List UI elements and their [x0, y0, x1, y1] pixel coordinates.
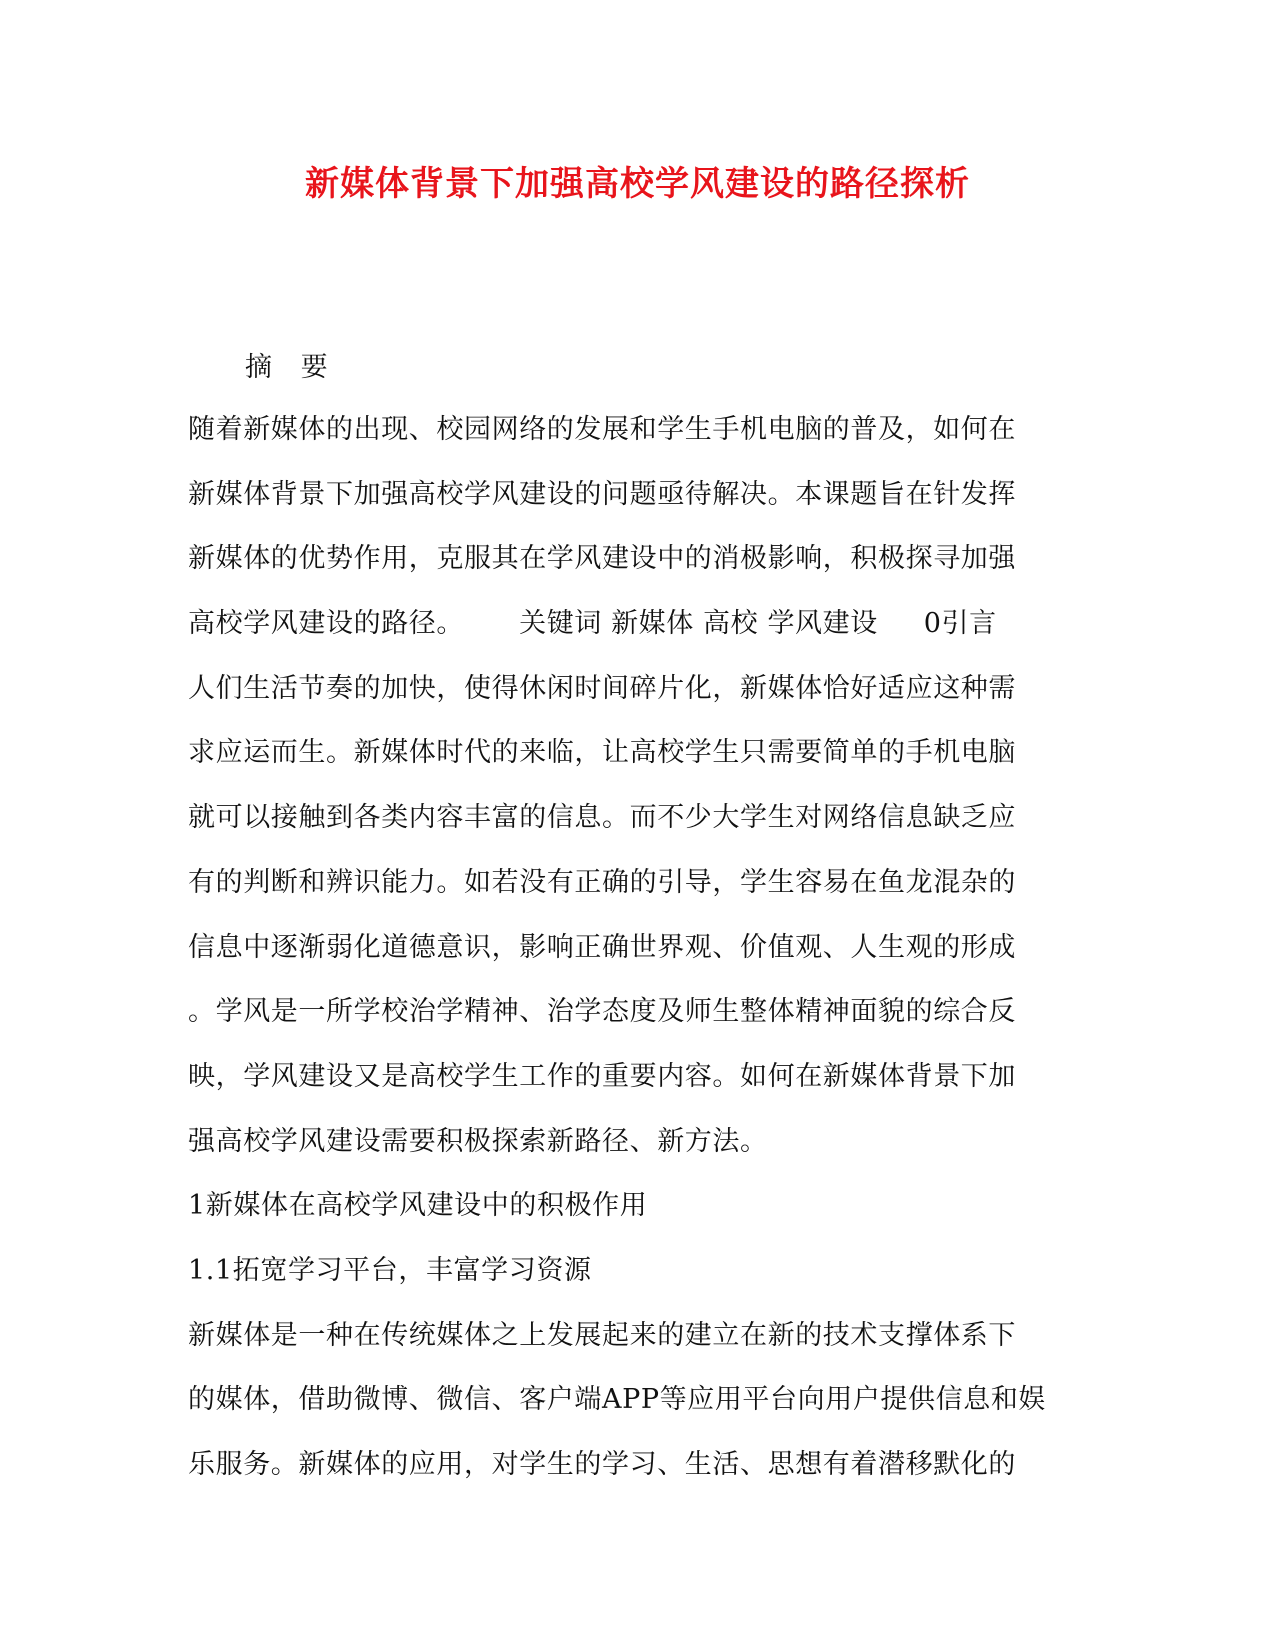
body-line: 的媒体，借助微博、微信、客户端APP等应用平台向用户提供信息和娱 — [188, 1384, 1047, 1416]
body-line: 强高校学风建设需要积极探索新路径、新方法。 — [188, 1125, 768, 1157]
body-line: 求应运而生。新媒体时代的来临，让高校学生只需要简单的手机电脑 — [188, 737, 1016, 769]
body-line: 有的判断和辨识能力。如若没有正确的引导，学生容易在鱼龙混杂的 — [188, 866, 1016, 898]
body-line: 新媒体背景下加强高校学风建设的问题亟待解决。本课题旨在针发挥 — [188, 478, 1016, 510]
section-heading-1: 1新媒体在高校学风建设中的积极作用 — [188, 1190, 648, 1222]
body-line: 新媒体的优势作用，克服其在学风建设中的消极影响，积极探寻加强 — [188, 543, 1016, 575]
body-line: 。学风是一所学校治学精神、治学态度及师生整体精神面貌的综合反 — [188, 996, 1016, 1028]
body-line: 映，学风建设又是高校学生工作的重要内容。如何在新媒体背景下加 — [188, 1060, 1016, 1092]
document-title: 新媒体背景下加强高校学风建设的路径探析 — [305, 164, 970, 204]
body-line: 新媒体是一种在传统媒体之上发展起来的建立在新的技术支撑体系下 — [188, 1319, 1016, 1351]
section-heading-1-1: 1.1拓宽学习平台，丰富学习资源 — [188, 1254, 592, 1286]
body-line: 就可以接触到各类内容丰富的信息。而不少大学生对网络信息缺乏应 — [188, 802, 1016, 834]
body-line: 随着新媒体的出现、校园网络的发展和学生手机电脑的普及，如何在 — [188, 414, 1016, 445]
body-line: 信息中逐渐弱化道德意识，影响正确世界观、价值观、人生观的形成 — [188, 931, 1016, 963]
abstract-heading: 摘 要 — [245, 352, 338, 383]
body-line: 乐服务。新媒体的应用，对学生的学习、生活、思想有着潜移默化的 — [188, 1449, 1016, 1480]
document-body — [188, 410, 1088, 1510]
body-line: 人们生活节奏的加快，使得休闲时间碎片化，新媒体恰好适应这种需 — [188, 672, 1016, 704]
body-line: 高校学风建设的路径。 关键词 新媒体 高校 学风建设 0引言 — [188, 608, 997, 640]
